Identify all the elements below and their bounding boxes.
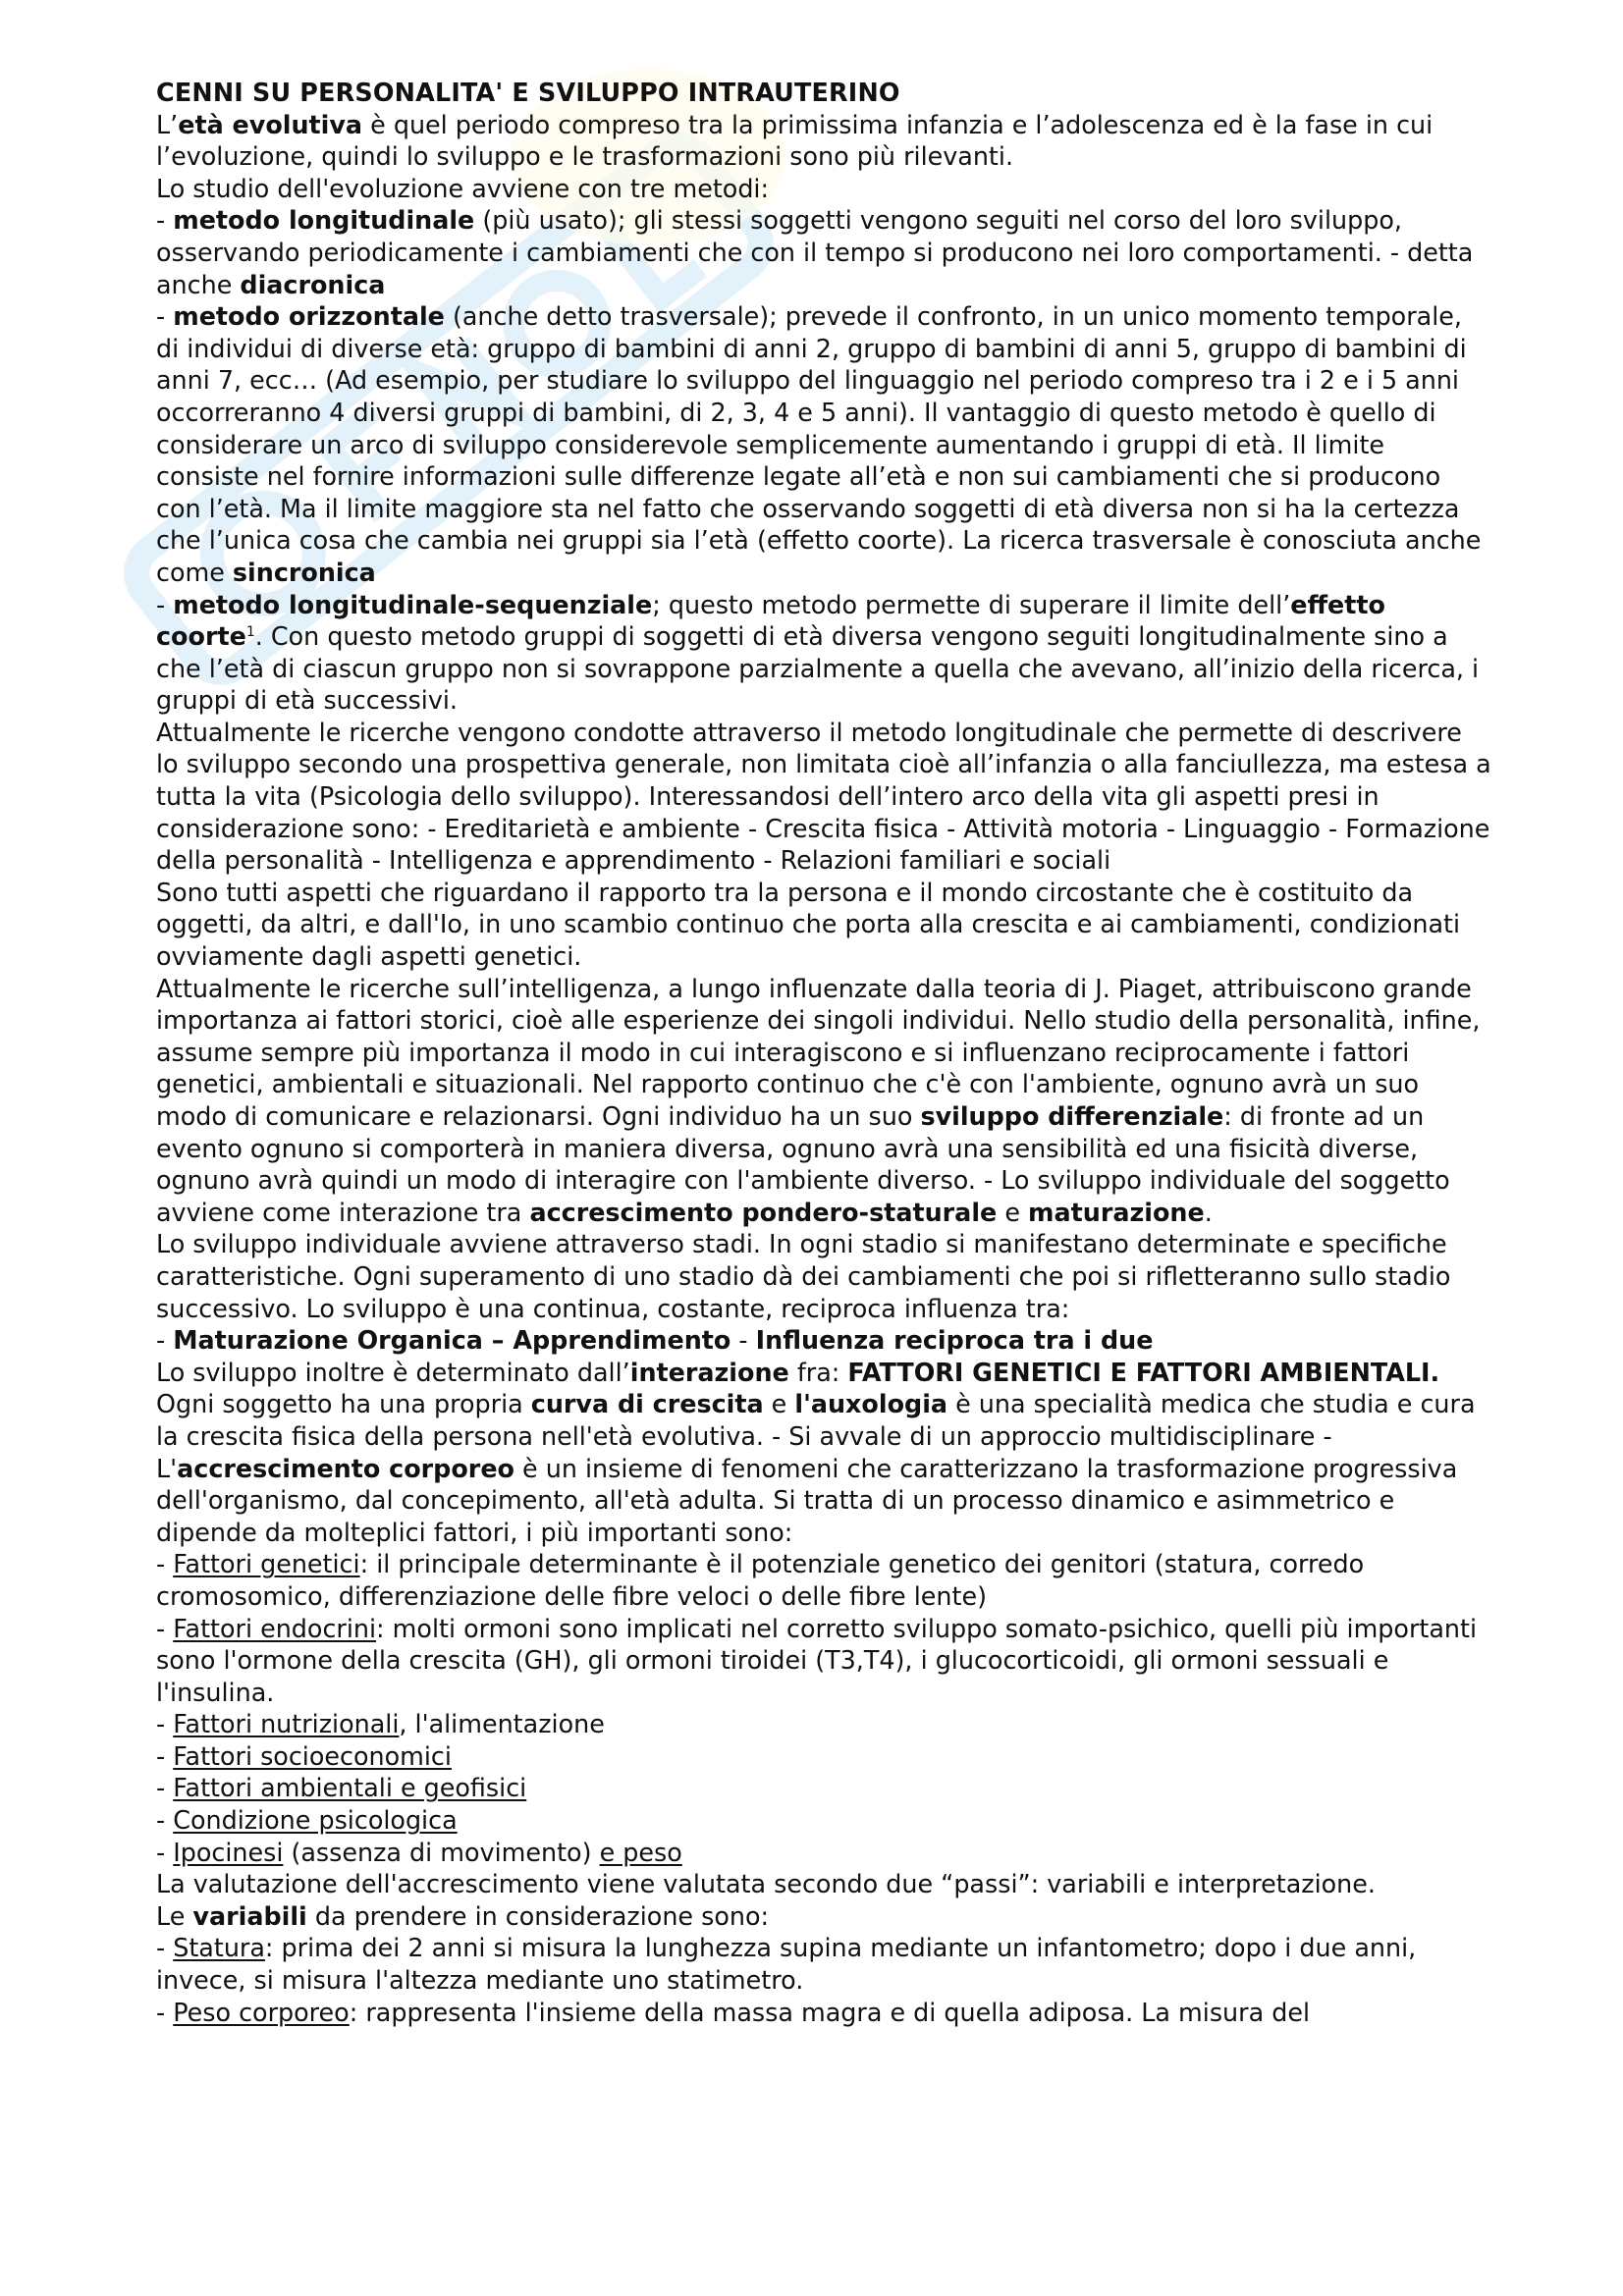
- paragraph-eta-evolutiva: L’età evolutiva è quel periodo compreso tra la primissima infanzia e l’adolescenza ed è la fase in cui l’evoluzione, quindi lo sviluppo e le trasformazioni sono più rilevanti.: [156, 109, 1434, 172]
- paragraph-intelligenza: Attualmente le ricerche sull’intelligenza, a lungo influenzate dalla teoria di J. Piaget, attribuiscono grande importanza ai fattori storici, cioè alle esperienze dei singoli individui. Nello studio della personalità, infine, assume sempre più importanza il modo in cui interagiscono e si influenzano reciprocamente i fattori genetici, ambientali e situazionali. Nel rapporto continuo che c'è con l'ambiente, ognuno avrà un suo modo di comunicare e relazionarsi. Ogni individuo ha un suo sviluppo differenziale: di fronte ad un evento ognuno si comporterà in maniera diversa, ognuno avrà una sensibilità ed una fisicità diverse, ognuno avrà quindi un modo di interagire con l'ambiente diverso. - Lo sviluppo individuale del soggetto avviene come interazione tra accrescimento pondero-staturale e maturazione.: [156, 973, 1481, 1227]
- list-item-metodo-longitudinale: - metodo longitudinale (più usato); gli stessi soggetti vengono seguiti nel corso del loro sviluppo, osservando periodicamente i cambiamenti che con il tempo si producono nei loro comportamenti. - detta anche diacronica: [156, 205, 1474, 299]
- paragraph-stadi: Lo sviluppo individuale avviene attraverso stadi. In ogni stadio si manifestano determinate e specifiche caratteristiche. Ogni superamento di uno stadio dà dei cambiamenti che poi si rifletteranno sullo stadio successivo. Lo sviluppo è una continua, costante, reciproca influenza tra:: [156, 1229, 1451, 1323]
- list-item-condizione-psicologica: - Condizione psicologica: [156, 1805, 458, 1836]
- page-title: CENNI SU PERSONALITA' E SVILUPPO INTRAUTERINO: [156, 78, 900, 107]
- paragraph-aspetti: Sono tutti aspetti che riguardano il rapporto tra la persona e il mondo circostante che è costituito da oggetti, da altri, e dall'Io, in uno scambio continuo che porta alla crescita e ai cambiamenti, condizionati ovviamente dagli aspetti genetici.: [156, 877, 1461, 972]
- document-body: [156, 77, 1491, 2028]
- paragraph-metodi-intro: Lo studio dell'evoluzione avviene con tre metodi:: [156, 173, 770, 203]
- paragraph-ricerche-longitudinali: Attualmente le ricerche vengono condotte attraverso il metodo longitudinale che permette di descrivere lo sviluppo secondo una prospettiva generale, non limitata cioè all’infanzia o alla fanciullezza, ma estesa a tutta la vita (Psicologia dello sviluppo). Interessandosi dell’intero arco della vita gli aspetti presi in considerazione sono: - Ereditarietà e ambiente - Crescita fisica - Attività motoria - Linguaggio - Formazione della personalità - Intelligenza e apprendimento - Relazioni familiari e sociali: [156, 717, 1491, 876]
- list-item-ipocinesi: - Ipocinesi (assenza di movimento) e peso: [156, 1837, 682, 1867]
- list-item-fattori-endocrini: - Fattori endocrini: molti ormoni sono implicati nel corretto sviluppo somato-psichico, quelli più importanti sono l'ormone della crescita (GH), gli ormoni tiroidei (T3,T4), i glucocorticoidi, gli ormoni sessuali e l'insulina.: [156, 1613, 1478, 1707]
- list-item-statura: - Statura: prima dei 2 anni si misura la lunghezza supina mediante un infantometro; dopo i due anni, invece, si misura l'altezza mediante uno statimetro.: [156, 1933, 1417, 1996]
- list-item-fattori-nutrizionali: - Fattori nutrizionali, l'alimentazione: [156, 1709, 605, 1739]
- list-item-fattori-socioeconomici: - Fattori socioeconomici: [156, 1740, 452, 1771]
- paragraph-valutazione: La valutazione dell'accrescimento viene valutata secondo due “passi”: variabili e interpretazione.: [156, 1869, 1376, 1899]
- list-item-maturazione: - Maturazione Organica – Apprendimento - Influenza reciproca tra i due: [156, 1325, 1154, 1356]
- list-item-peso-corporeo: - Peso corporeo: rappresenta l'insieme della massa magra e di quella adiposa. La misura del: [156, 1997, 1311, 2027]
- list-item-metodo-orizzontale: - metodo orizzontale (anche detto trasversale); prevede il confronto, in un unico momento temporale, di individui di diverse età: gruppo di bambini di anni 2, gruppo di bambini di anni 5, gruppo di bambini di anni 7, ecc… (Ad esempio, per studiare lo sviluppo del linguaggio nel periodo compreso tra i 2 e i 5 anni occorreranno 4 diversi gruppi di bambini, di 2, 3, 4 e 5 anni). Il vantaggio di questo metodo è quello di considerare un arco di sviluppo considerevole semplicemente aumentando i gruppi di età. Il limite consiste nel fornire informazioni sulle differenze legate all’età e non sui cambiamenti che si producono con l’età. Ma il limite maggiore sta nel fatto che osservando soggetti di età diversa non si ha la certezza che l’unica cosa che cambia nei gruppi sia l’età (effetto coorte). La ricerca trasversale è conosciuta anche come sincronica: [156, 301, 1482, 587]
- paragraph-fattori: Lo sviluppo inoltre è determinato dall’interazione fra: FATTORI GENETICI E FATTORI AMBIENTALI. Ogni soggetto ha una propria curva di crescita e l'auxologia è una specialità medica che studia e cura la crescita fisica della persona nell'età evolutiva. - Si avvale di un approccio multidisciplinare - L'accrescimento corporeo è un insieme di fenomeni che caratterizzano la trasformazione progressiva dell'organismo, dal concepimento, all'età adulta. Si tratta di un processo dinamico e asimmetrico e dipende da molteplici fattori, i più importanti sono:: [156, 1357, 1476, 1547]
- list-item-fattori-ambientali: - Fattori ambientali e geofisici: [156, 1773, 527, 1803]
- footnote-ref[interactable]: 1: [245, 624, 255, 641]
- list-item-fattori-genetici: - Fattori genetici: il principale determinante è il potenziale genetico dei genitori (statura, corredo cromosomico, differenziazione delle fibre veloci o delle fibre lente): [156, 1549, 1365, 1611]
- list-item-metodo-sequenziale: - metodo longitudinale-sequenziale; questo metodo permette di superare il limite dell’effetto coorte$^1$. Con questo metodo gruppi di soggetti di età diversa vengono seguiti longitudinalmente sino a che l’età di ciascun gruppo non si sovrappone parzialmente a quella che avevano, all’inizio della ricerca, i gruppi di età successivi.: [156, 589, 1480, 716]
- paragraph-variabili: Le variabili da prendere in considerazione sono:: [156, 1900, 770, 1931]
